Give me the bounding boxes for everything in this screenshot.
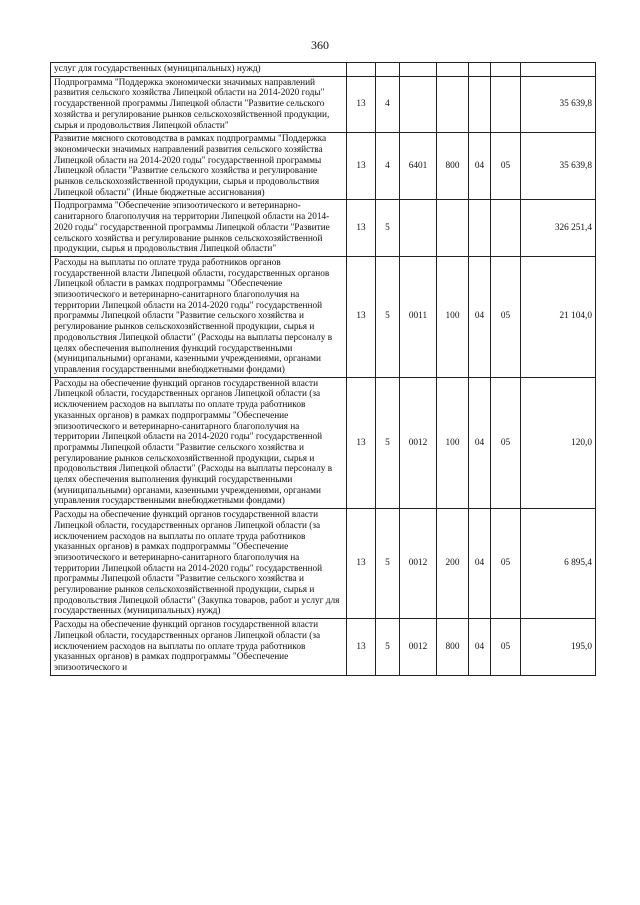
amount-cell: 195,0 [521, 619, 596, 676]
chapter-cell: 04 [469, 509, 491, 619]
chapter-cell [469, 63, 491, 77]
target-code-cell [400, 63, 437, 77]
target-code-cell [400, 76, 437, 133]
subprogram-code-cell: 4 [376, 76, 400, 133]
chapter-cell: 04 [469, 619, 491, 676]
row-name-cell: Расходы на обеспечение функций органов государственной власти Липецкой области, государственных органов Липецкой области (за исключением расходов на выплаты по оплате труда работников указанных органов) в рамках подпрограммы "Обеспечение эпизоотического и ветеринарно-санитарного благополучия на территории Липецкой области на 2014-2020 годы" государственной программы Липецкой области "Развитие сельского хозяйства и регулирование рынков сельскохозяйственной продукции, сырья и продовольствия Липецкой области" (Расходы на выплаты персоналу в целях обеспечения выполнения функций государственными (муниципальными) органами, казенными учреждениями, органами управления государственными внебюджетными фондами) [51, 377, 347, 508]
table-row [51, 76, 596, 133]
table-row [51, 509, 596, 619]
target-code-cell [400, 200, 437, 257]
target-code-cell: 0012 [400, 619, 437, 676]
chapter-cell: 04 [469, 377, 491, 508]
amount-cell: 35 639,8 [521, 76, 596, 133]
subchapter-cell: 05 [491, 377, 521, 508]
row-name-cell: Подпрограмма "Обеспечение эпизоотического и ветеринарно-санитарного благополучия на территории Липецкой области на 2014-2020 годы" государственной программы Липецкой области "Развитие сельского хозяйства и регулирование рынков сельскохозяйственной продукции, сырья и продовольствия Липецкой области" [51, 200, 347, 257]
subchapter-cell: 05 [491, 256, 521, 377]
target-code-cell: 0012 [400, 377, 437, 508]
section-code-cell [347, 63, 376, 77]
table-row [51, 200, 596, 257]
chapter-cell [469, 200, 491, 257]
subprogram-code-cell [376, 63, 400, 77]
subchapter-cell: 05 [491, 133, 521, 200]
subchapter-cell [491, 63, 521, 77]
expense-type-cell [437, 76, 469, 133]
expense-type-cell [437, 200, 469, 257]
amount-cell: 326 251,4 [521, 200, 596, 257]
section-code-cell: 13 [347, 256, 376, 377]
table-row [51, 377, 596, 508]
expense-type-cell: 100 [437, 256, 469, 377]
subchapter-cell: 05 [491, 509, 521, 619]
target-code-cell: 6401 [400, 133, 437, 200]
table-row [51, 133, 596, 200]
amount-cell: 6 895,4 [521, 509, 596, 619]
row-name-cell: Расходы на обеспечение функций органов государственной власти Липецкой области, государственных органов Липецкой области (за исключением расходов на выплаты по оплате труда работников указанных органов) в рамках подпрограммы "Обеспечение эпизоотического и [51, 619, 347, 676]
row-name-cell: Развитие мясного скотоводства в рамках подпрограммы "Поддержка экономически значимых направлений развития сельского хозяйства Липецкой области на 2014-2020 годы" государственной программы Липецкой области "Развитие сельского хозяйства и регулирование рынков сельскохозяйственной продукции, сырья и продовольствия Липецкой области" (Иные бюджетные ассигнования) [51, 133, 347, 200]
expense-type-cell: 200 [437, 509, 469, 619]
page-number: 360 [311, 38, 329, 52]
section-code-cell: 13 [347, 76, 376, 133]
expense-type-cell [437, 63, 469, 77]
subchapter-cell [491, 200, 521, 257]
subprogram-code-cell: 5 [376, 509, 400, 619]
table-row [51, 619, 596, 676]
subprogram-code-cell: 5 [376, 377, 400, 508]
row-name-cell: услуг для государственных (муниципальных) нужд) [51, 63, 347, 77]
subprogram-code-cell: 4 [376, 133, 400, 200]
row-name-cell: Расходы на обеспечение функций органов государственной власти Липецкой области, государственных органов Липецкой области (за исключением расходов на выплаты по оплате труда работников указанных органов) в рамках подпрограммы "Обеспечение эпизоотического и ветеринарно-санитарного благополучия на территории Липецкой области на 2014-2020 годы" государственной программы Липецкой области "Развитие сельского хозяйства и регулирование рынков сельскохозяйственной продукции, сырья и продовольствия Липецкой области" (Закупка товаров, работ и услуг для государственных (муниципальных) нужд) [51, 509, 347, 619]
chapter-cell: 04 [469, 133, 491, 200]
subprogram-code-cell: 5 [376, 619, 400, 676]
table-row [51, 63, 596, 77]
subchapter-cell [491, 76, 521, 133]
amount-cell: 120,0 [521, 377, 596, 508]
section-code-cell: 13 [347, 377, 376, 508]
target-code-cell: 0012 [400, 509, 437, 619]
row-name-cell: Подпрограмма "Поддержка экономически значимых направлений развития сельского хозяйства Липецкой области на 2014-2020 годы" государственной программы Липецкой области "Развитие сельского хозяйства и регулирование рынков сельскохозяйственной продукции, сырья и продовольствия Липецкой области" [51, 76, 347, 133]
subchapter-cell: 05 [491, 619, 521, 676]
subprogram-code-cell: 5 [376, 256, 400, 377]
expense-type-cell: 800 [437, 619, 469, 676]
expense-type-cell: 100 [437, 377, 469, 508]
expense-type-cell: 800 [437, 133, 469, 200]
chapter-cell: 04 [469, 256, 491, 377]
section-code-cell: 13 [347, 200, 376, 257]
chapter-cell [469, 76, 491, 133]
amount-cell: 35 639,8 [521, 133, 596, 200]
section-code-cell: 13 [347, 133, 376, 200]
table-body [51, 63, 596, 676]
row-name-cell: Расходы на выплаты по оплате труда работников органов государственной власти Липецкой области, государственных органов Липецкой области в рамках подпрограммы "Обеспечение эпизоотического и ветеринарно-санитарного благополучия на территории Липецкой области на 2014-2020 годы" государственной программы Липецкой области "Развитие сельского хозяйства и регулирование рынков сельскохозяйственной продукции, сырья и продовольствия Липецкой области" (Расходы на выплаты персоналу в целях обеспечения выполнения функций государственными (муниципальными) органами, казенными учреждениями, органами управления государственными внебюджетными фондами) [51, 256, 347, 377]
amount-cell [521, 63, 596, 77]
budget-table [50, 62, 596, 676]
target-code-cell: 0011 [400, 256, 437, 377]
subprogram-code-cell: 5 [376, 200, 400, 257]
section-code-cell: 13 [347, 509, 376, 619]
section-code-cell: 13 [347, 619, 376, 676]
table-row [51, 256, 596, 377]
amount-cell: 21 104,0 [521, 256, 596, 377]
